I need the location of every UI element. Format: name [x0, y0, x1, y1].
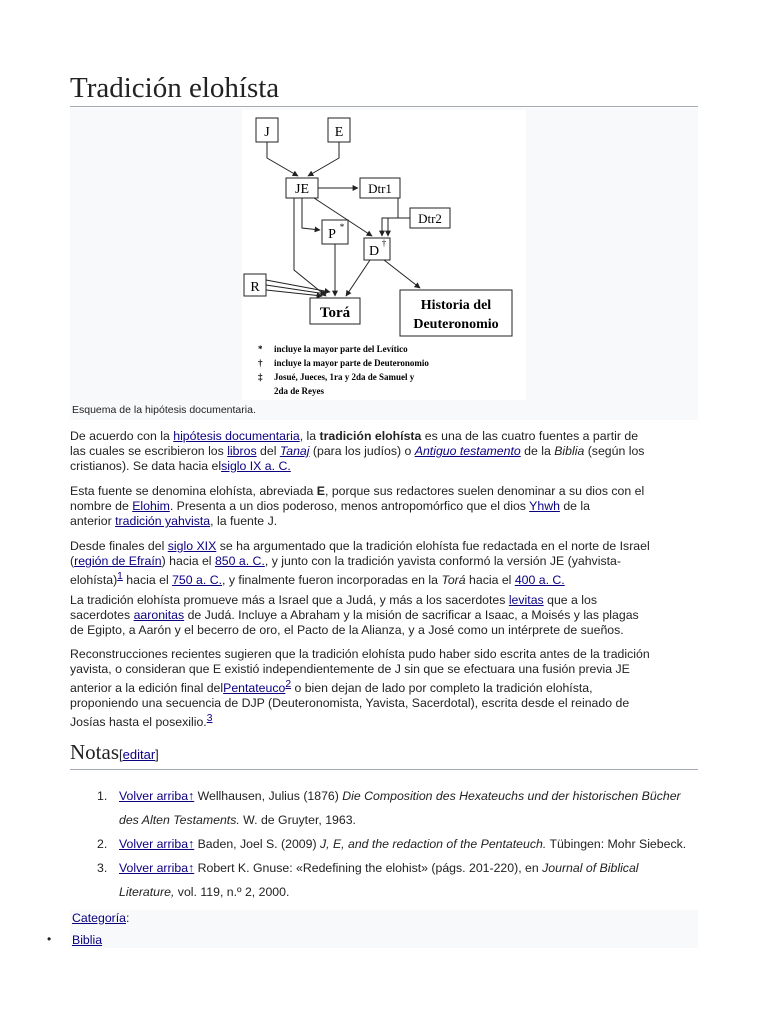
- legend-text: incluye la mayor parte del Levítico: [274, 344, 408, 354]
- paragraph-3: Desde finales del siglo XIX se ha argumentado que la tradición elohísta fue redactada en el norte de Israel (región de Efraín) hacia el 850 a. C., y junto con la tradición yavista conformó la versión JE (yahvista- elohísta)$^1$ hacia el 750 a. C., y finalmente fueron incorporadas en la Torá hacia el 400 a. C.: [70, 539, 650, 588]
- note-item: 3. Volver arriba↑ Robert K. Gnuse: «Redefining the elohist» (págs. 201-220), en Journal of Biblical Literature, vol. 119, n.º 2, 2000.: [97, 861, 639, 899]
- page-title: Tradición elohísta: [70, 70, 698, 107]
- node-dtr2-label: Dtr2: [418, 211, 442, 226]
- node-historia-line2: Deuteronomio: [413, 317, 499, 332]
- node-p-sup: *: [339, 222, 345, 232]
- link-yhwh[interactable]: Yhwh: [529, 499, 560, 513]
- link-pentateuco[interactable]: Pentateuco: [223, 681, 286, 696]
- node-tora-label: Torá: [319, 305, 351, 321]
- link-hipotesis-documentaria[interactable]: hipótesis documentaria: [173, 429, 300, 443]
- back-link[interactable]: Volver arriba↑: [119, 789, 195, 803]
- legend-sym: *: [258, 344, 263, 354]
- figure: [70, 108, 698, 420]
- link-levitas[interactable]: levitas: [508, 593, 544, 607]
- back-link[interactable]: Volver arriba↑: [119, 861, 195, 875]
- link-elohim[interactable]: Elohim: [132, 499, 170, 513]
- link-antiguo-testamento[interactable]: Antiguo testamento: [414, 444, 521, 458]
- note-item: 1. Volver arriba↑ Wellhausen, Julius (1876) Die Composition des Hexateuchs und der historischen Bücher des Alten Testaments. W. de Gruyter, 1963.: [97, 789, 681, 827]
- notes-heading: Notas[editar]: [70, 738, 698, 770]
- figure-caption: Esquema de la hipótesis documentaria.: [72, 404, 256, 416]
- link-siglo-xix[interactable]: siglo XIX: [167, 539, 217, 553]
- paragraph-1: De acuerdo con la hipótesis documentaria, la tradición elohísta es una de las cuatro fuentes a partir de las cuales se escribieron los libros del Tanaj (para los judíos) o Antiguo testamento de la Biblia (según los cristianos). Se data hacia elsiglo IX a. C.: [70, 429, 645, 473]
- category-box: Categoría: Biblia: [70, 910, 698, 948]
- link-siglo-ix[interactable]: siglo IX a. C.: [221, 459, 291, 473]
- back-link[interactable]: Volver arriba↑: [119, 837, 195, 851]
- link-850-ac[interactable]: 850 a. C.: [214, 554, 265, 568]
- paragraph-4: La tradición elohísta promueve más a Israel que a Judá, y más a los sacerdotes levitas que a los sacerdotes aaronitas de Judá. Incluye a Abraham y la misión de sacrificar a Isaac, a Moisés y las plagas de Egipto, a Aarón y el becerro de oro, el Pacto de la Alianza, y a José como un intérprete de sueños.: [70, 593, 639, 637]
- paragraph-2: Esta fuente se denomina elohísta, abreviada E, porque sus redactores suelen denominar a su dios con el nombre de Elohim. Presenta a un dios poderoso, menos antropomórfico que el dios Yhwh de la anterior tradición yahvista, la fuente J.: [70, 484, 645, 528]
- ref-1[interactable]: 1: [117, 571, 123, 582]
- category-item-biblia[interactable]: Biblia: [72, 933, 103, 947]
- legend-text: incluye la mayor parte de Deuteronomio: [274, 358, 429, 368]
- node-r-label: R: [250, 280, 260, 295]
- notes-list: [70, 784, 700, 904]
- link-tradicion-yahvista[interactable]: tradición yahvista: [115, 514, 211, 528]
- link-aaronitas[interactable]: aaronitas: [133, 608, 185, 622]
- legend-text: Josué, Jueces, 1ra y 2da de Samuel y: [274, 372, 415, 382]
- ref-3[interactable]: 3: [206, 713, 213, 725]
- link-tanaj[interactable]: Tanaj: [279, 444, 310, 458]
- link-libros[interactable]: libros: [227, 444, 257, 458]
- note-item: 2. Volver arriba↑ Baden, Joel S. (2009) J, E, and the redaction of the Pentateuch. Tübingen: Mohr Siebeck.: [97, 837, 687, 851]
- node-j-label: J: [264, 125, 270, 140]
- notes-heading-title: Notas: [70, 740, 119, 764]
- paragraph-5: Reconstrucciones recientes sugieren que la tradición elohísta pudo haber sido escrita antes de la tradición yavista, o consideran que E existió independientemente de J sin que se efectuara una fusión previa JE anterior a la edición final delPentateuco$^2$ o bien dejan de lado por completo la tradición elohísta, proponiendo una secuencia de DJP (Deuteronomista, Yavista, Sacerdotal), escrita desde el reinado de Josías hasta el posexilio.$^3$: [70, 647, 650, 730]
- documentary-hypothesis-diagram: [242, 110, 526, 400]
- category-link[interactable]: Categoría: [72, 911, 127, 925]
- node-e-label: E: [334, 125, 344, 140]
- ref-2[interactable]: 2: [285, 679, 292, 690]
- node-p-label: P: [328, 227, 336, 242]
- node-d-sup: †: [381, 238, 387, 248]
- legend-sym: ‡: [258, 372, 263, 382]
- legend-text: 2da de Reyes: [274, 386, 324, 396]
- node-je-label: JE: [295, 182, 309, 197]
- bullet: •: [47, 932, 52, 946]
- link-region-efrain[interactable]: región de Efraín: [74, 554, 162, 568]
- node-d-label: D: [368, 244, 380, 259]
- link-400-ac[interactable]: 400 a. C.: [514, 573, 565, 588]
- node-dtr1-label: Dtr1: [368, 181, 392, 196]
- edit-link[interactable]: editar: [122, 747, 156, 762]
- node-historia-line1: Historia del: [420, 298, 492, 313]
- link-750-ac[interactable]: 750 a. C.: [172, 573, 222, 588]
- legend-sym: †: [258, 358, 263, 368]
